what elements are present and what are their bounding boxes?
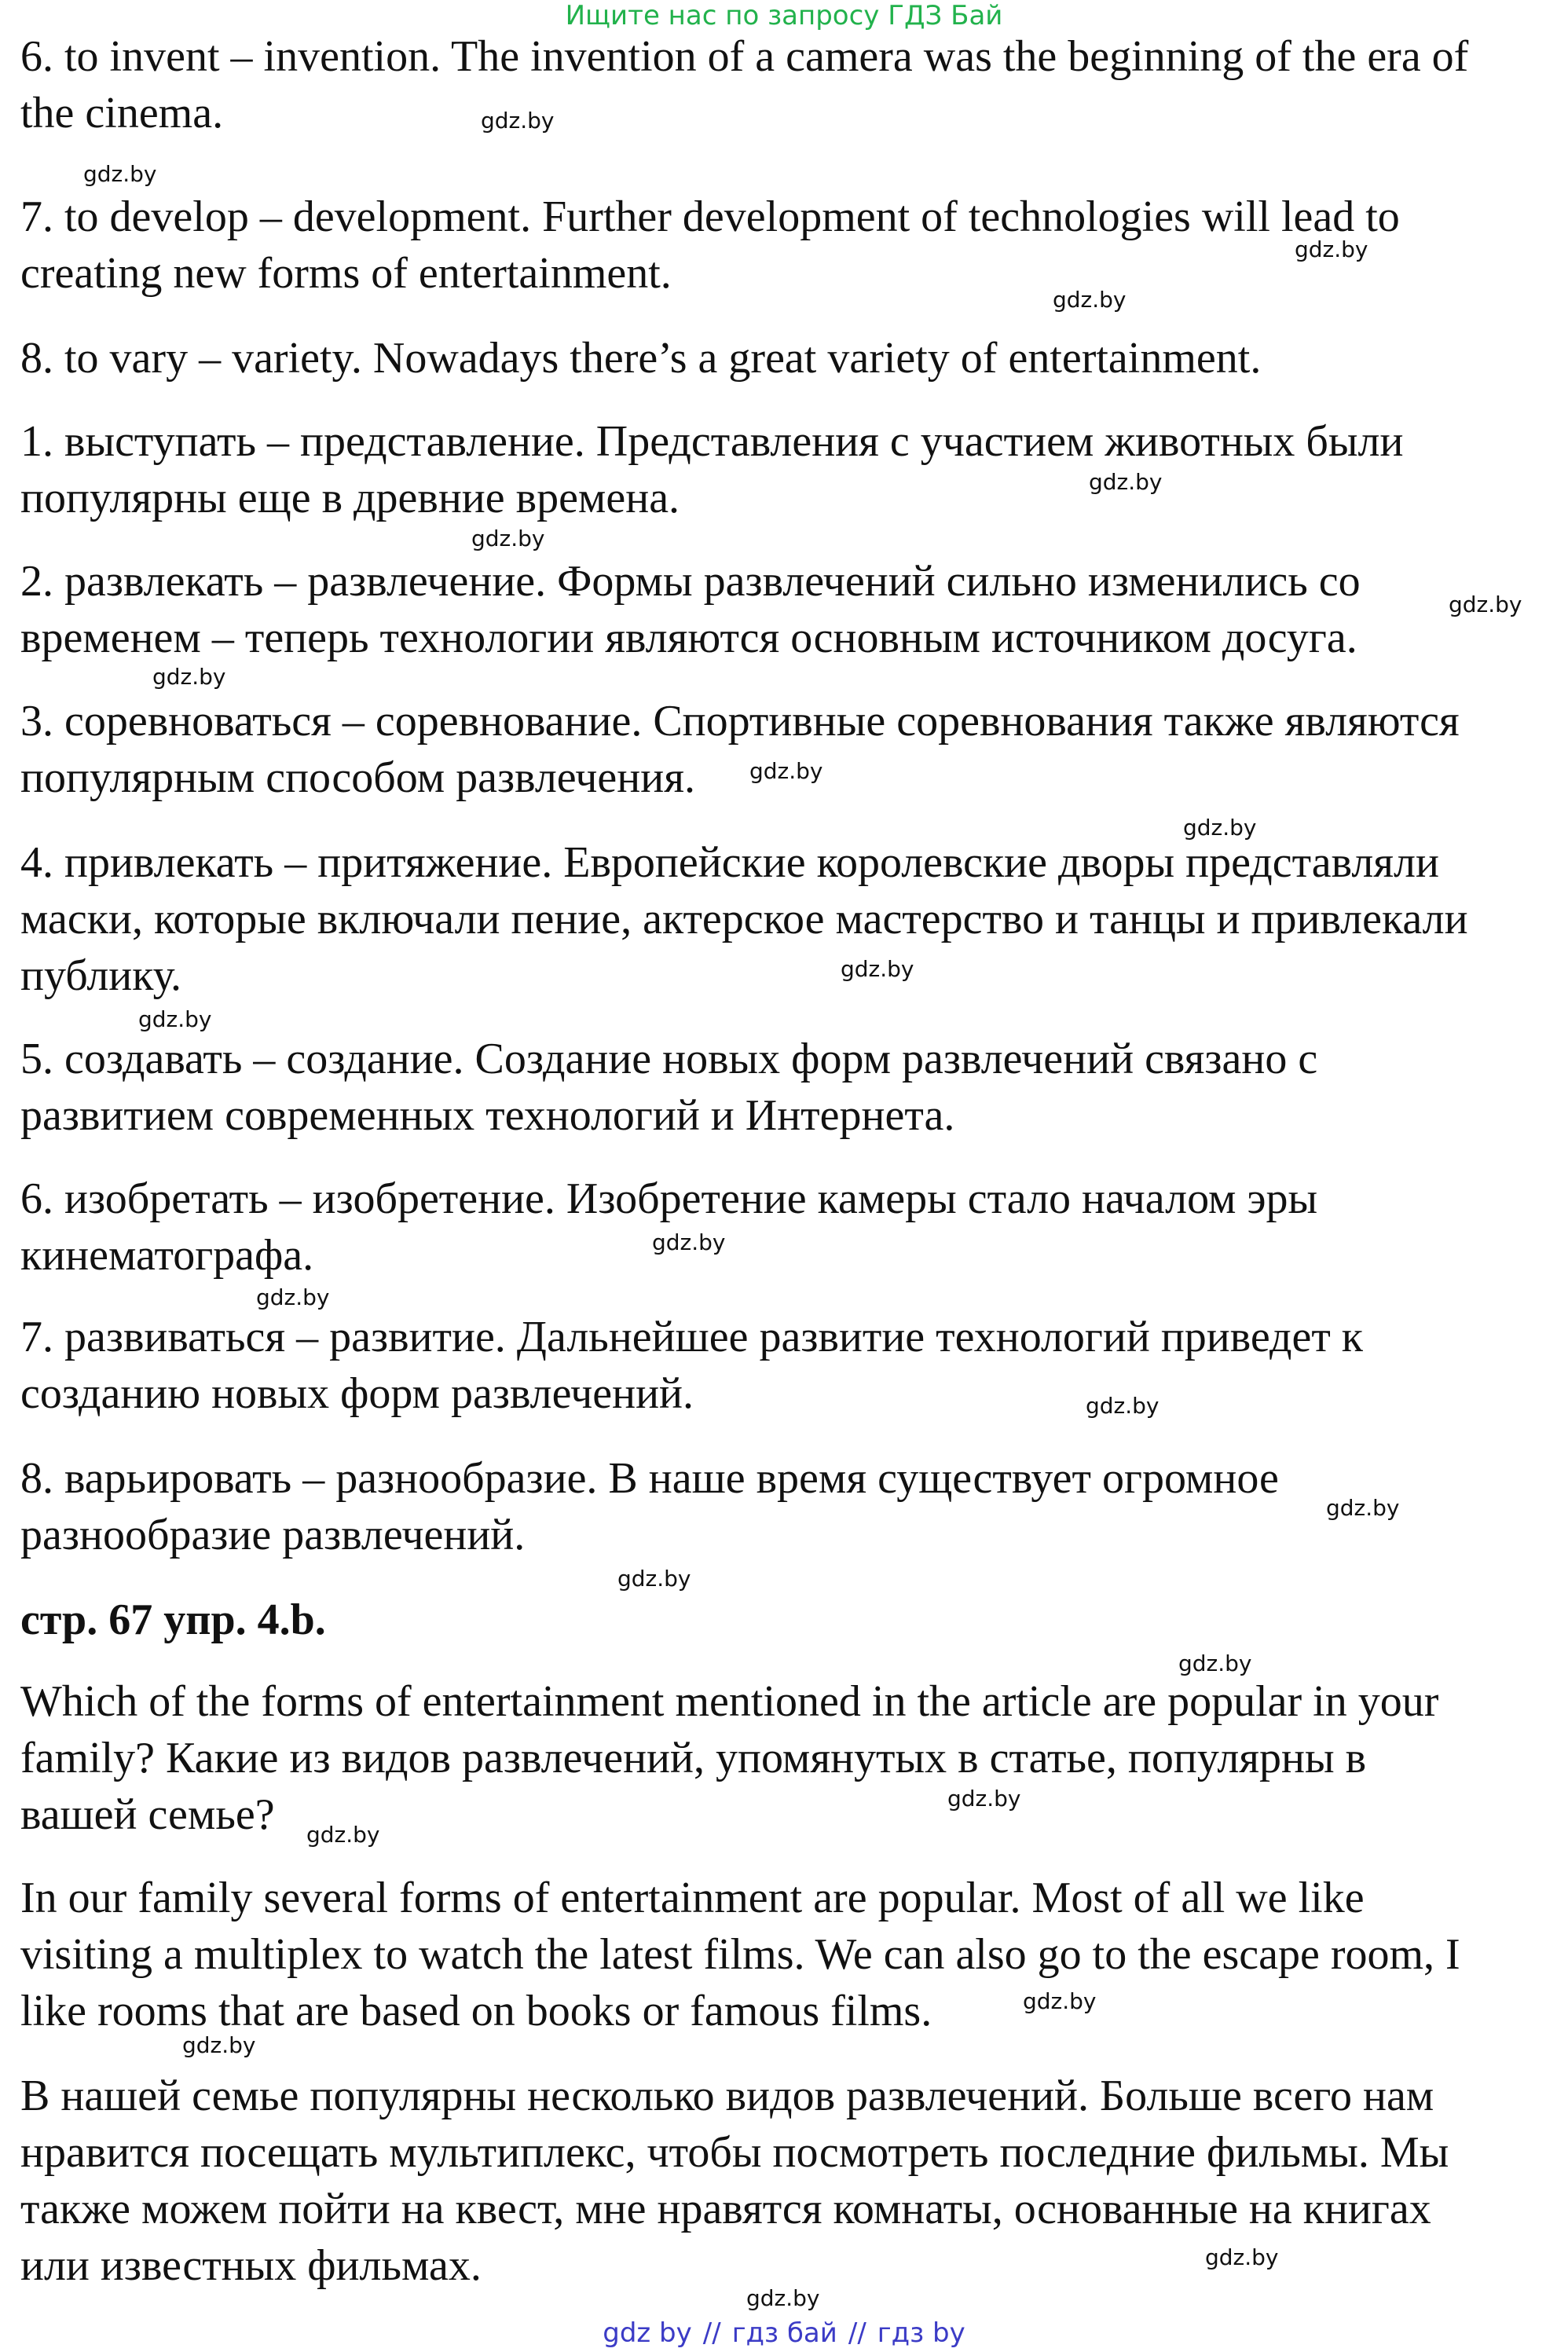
answer-russian	[20, 2068, 1560, 2294]
watermark: gdz.by	[841, 956, 914, 982]
watermark: gdz.by	[256, 1284, 330, 1310]
text-line: the cinema.	[20, 89, 224, 137]
text-line: 7. развиваться – развитие. Дальнейшее развитие технологий приведет к	[20, 1313, 1364, 1361]
text-line: вашей семье?	[20, 1790, 275, 1839]
text-line: нравится посещать мультиплекс, чтобы посмотреть последние фильмы. Мы	[20, 2128, 1449, 2177]
watermark: gdz.by	[1053, 287, 1127, 313]
text-line: In our family several forms of entertainment are popular. Most of all we like	[20, 1874, 1365, 1922]
watermark: gdz.by	[306, 1822, 380, 1848]
text-line: популярны еще в древние времена.	[20, 474, 680, 522]
watermark: gdz.by	[1295, 236, 1368, 262]
search-hint-link[interactable]: Ищите нас по запросу ГДЗ Бай	[565, 0, 1003, 31]
text-line: 6. to invent – invention. The invention of a camera was the beginning of the era of	[20, 32, 1469, 81]
text-line: visiting a multiplex to watch the latest films. We can also go to the escape room, I	[20, 1930, 1460, 1979]
answer-english	[20, 1870, 1560, 2039]
text-line: также можем пойти на квест, мне нравятся комнаты, основанные на книгах	[20, 2185, 1431, 2233]
list-item-ru-3	[20, 693, 1560, 806]
text-line: family? Какие из видов развлечений, упомянутых в статье, популярны в	[20, 1734, 1367, 1782]
watermark: gdz.by	[947, 1786, 1021, 1812]
watermark: gdz.by	[1449, 592, 1522, 617]
watermark: gdz.by	[617, 1566, 691, 1592]
watermark: gdz.by	[749, 758, 823, 784]
watermark: gdz.by	[138, 1006, 212, 1032]
watermark: gdz.by	[182, 2032, 256, 2058]
text-line: временем – теперь технологии являются основным источником досуга.	[20, 614, 1357, 662]
list-item-ru-2	[20, 553, 1560, 666]
text-line: 4. привлекать – притяжение. Европейские королевские дворы представляли	[20, 838, 1439, 887]
watermark: gdz.by	[1089, 469, 1163, 495]
watermark: gdz.by	[1326, 1495, 1400, 1521]
watermark: gdz.by	[1178, 1650, 1252, 1676]
text-line: Which of the forms of entertainment mentioned in the article are popular in your	[20, 1677, 1439, 1726]
list-item-en-6	[20, 28, 1560, 141]
list-item-ru-6	[20, 1171, 1560, 1284]
footer-links	[0, 2317, 1568, 2349]
text-line: 8. to vary – variety. Nowadays there’s a great variety of entertainment.	[20, 334, 1262, 383]
watermark: gdz.by	[746, 2285, 820, 2311]
text-line: разнообразие развлечений.	[20, 1511, 526, 1559]
exercise-question	[20, 1673, 1560, 1843]
list-item-ru-4	[20, 834, 1560, 1004]
text-line: 5. создавать – создание. Создание новых форм развлечений связано с	[20, 1035, 1318, 1083]
text-line: 7. to develop – development. Further development of technologies will lead to	[20, 192, 1400, 241]
footer-separator: //	[702, 2317, 721, 2349]
list-item-ru-1	[20, 413, 1560, 526]
text-line: публику.	[20, 951, 182, 1000]
watermark: gdz.by	[1086, 1393, 1160, 1419]
watermark: gdz.by	[1023, 1988, 1097, 2014]
list-item-ru-5	[20, 1031, 1560, 1144]
footer-link-gdz-by[interactable]: gdz by	[603, 2317, 692, 2349]
text-line: 6. изобретать – изобретение. Изобретение камеры стало началом эры	[20, 1174, 1318, 1223]
watermark: gdz.by	[1183, 815, 1257, 841]
watermark: gdz.by	[652, 1229, 726, 1255]
watermark: gdz.by	[152, 664, 226, 690]
footer-link-gdz-bai[interactable]: гдз бай	[731, 2317, 837, 2349]
watermark: gdz.by	[1205, 2244, 1279, 2270]
text-line: В нашей семье популярны несколько видов развлечений. Больше всего нам	[20, 2072, 1434, 2120]
text-line: кинематографа.	[20, 1231, 314, 1280]
text-line: развитием современных технологий и Интернета.	[20, 1091, 955, 1140]
exercise-heading: стр. 67 упр. 4.b.	[20, 1595, 326, 1644]
footer-link-gdz-by-cyr[interactable]: гдз by	[877, 2317, 965, 2349]
text-line: 3. соревноваться – соревнование. Спортивные соревнования также являются	[20, 697, 1460, 746]
watermark: gdz.by	[83, 161, 157, 187]
watermark: gdz.by	[471, 526, 545, 551]
footer-separator: //	[848, 2317, 866, 2349]
text-line: like rooms that are based on books or famous films.	[20, 1987, 932, 2035]
text-line: creating new forms of entertainment.	[20, 249, 672, 298]
text-line: популярным способом развлечения.	[20, 753, 695, 802]
watermark: gdz.by	[481, 108, 555, 134]
text-line: или известных фильмах.	[20, 2241, 482, 2290]
text-line: 2. развлекать – развлечение. Формы развлечений сильно изменились со	[20, 557, 1361, 606]
text-line: созданию новых форм развлечений.	[20, 1369, 694, 1418]
list-item-en-8	[20, 330, 1560, 387]
text-line: 8. варьировать – разнообразие. В наше время существует огромное	[20, 1454, 1279, 1503]
list-item-ru-7	[20, 1309, 1560, 1422]
text-line: маски, которые включали пение, актерское мастерство и танцы и привлекали	[20, 895, 1468, 943]
text-line: 1. выступать – представление. Представления с участием животных были	[20, 417, 1404, 466]
